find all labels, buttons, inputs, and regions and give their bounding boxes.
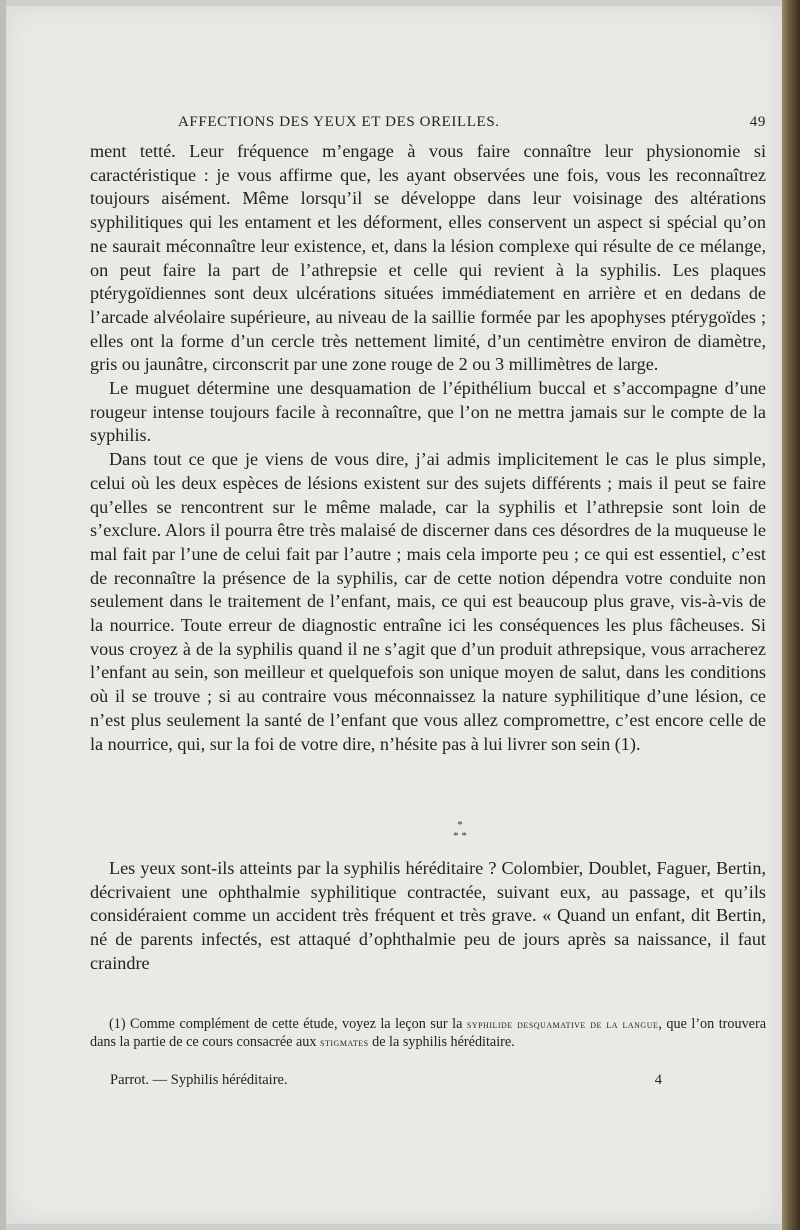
main-text-continued	[90, 857, 766, 976]
footnote	[90, 1015, 766, 1051]
asterism-top: *	[457, 819, 463, 831]
page-number: 49	[749, 114, 766, 130]
footnote-part-2: , que l’on trouvera dans la partie de ce cours consacrée aux	[90, 1016, 767, 1050]
signature-title: Parrot. — Syphilis héréditaire.	[110, 1072, 288, 1088]
running-header	[90, 114, 766, 136]
footnote-term-1: syphilide desquamative de la langue	[466, 1017, 659, 1031]
asterism-bottom: * *	[453, 830, 467, 842]
paragraph-3: Dans tout ce que je viens de vous dire, j’ai admis implicitement le cas le plus simple, celui où les deux espèces de lésions existent sur des sujets différents ; mais il peut se faire qu’elles se rencontrent sur le même malade, car la syphilis et l’athrepsie sont loin de s’exclure. Alors il pourra être très malaisé de discerner dans ces désordres de la muqueuse le mal fait par l’une de celui fait par l’autre ; mais cela importe peu ; ce qui est essentiel, c’est de reconnaître la présence de la syphilis, car de cette notion dépendra votre conduite non seulement dans le traitement de l’enfant, mais, ce qui est beaucoup plus grave, vis-à-vis de la nourrice. Toute erreur de diagnostic entraîne ici les conséquences les plus fâcheuses. Si vous croyez à de la syphilis quand il ne s’agit que d’un produit athrepsique, vous arracherez l’enfant au sein, son meilleur et quelquefois son unique moyen de salut, dans les conditions où il se trouve ; si au contraire vous méconnaissez la nature syphilitique d’une lésion, ce n’est plus seulement la santé de l’enfant que vous allez compromettre, c’est encore celle de la nourrice, qui, sur la foi de votre dire, n’hésite pas à lui livrer son sein (1).	[90, 449, 766, 754]
footnote-marker: (1)	[109, 1016, 126, 1032]
book-spine-edge	[782, 0, 800, 1230]
paragraph-1: ment tetté. Leur fréquence m’engage à vous faire connaître leur physionomie si caractéristique : je vous affirme que, les ayant observées une fois, vous les reconnaîtrez toujours aisément. Même lorsqu’il se développe dans leur voisinage des altérations syphilitiques qui les entament et les déforment, elles conservent un aspect si spécial qu’on ne saurait méconnaître leur existence, et, dans la lésion complexe qui résulte de ce mélange, on peut faire la part de l’athrepsie et celle qui revient à la syphilis. Les plaques ptérygoïdiennes sont deux ulcérations situées immédiatement en arrière et en dedans de l’arcade alvéolaire supérieure, au niveau de la saillie formée par les apophyses ptérygoïdes ; elles ont la forme d’un cercle très nettement limité, d’un centimètre environ de diamètre, gris ou jaunâtre, circonscrit par une zone rouge de 2 ou 3 millimètres de large.	[90, 141, 766, 375]
footnote-part-3: de la syphilis héréditaire.	[368, 1034, 515, 1050]
footnote-term-2: stigmates	[320, 1035, 369, 1049]
running-title: AFFECTIONS DES YEUX ET DES OREILLES.	[178, 114, 500, 130]
footnote-text	[90, 1015, 766, 1051]
paragraph-2: Le muguet détermine une desquamation de l’épithélium buccal et s’accompagne d’une rougeur intense toujours facile à reconnaître, que l’on ne mettra jamais sur le compte de la syphilis.	[90, 378, 766, 446]
footnote-part-1: Comme complément de cette étude, voyez la leçon sur la	[130, 1016, 467, 1032]
signature-number: 4	[654, 1072, 662, 1088]
paragraph-4: Les yeux sont-ils atteints par la syphilis héréditaire ? Colombier, Doublet, Faguer, Bertin, décrivaient une ophthalmie syphilitique contractée, suivant eux, au passage, et qu’ils considéraient comme un accident très fréquent et très grave. « Quand un enfant, dit Bertin, né de parents infectés, est attaqué d’ophthalmie peu de jours après sa naissance, il faut craindre	[90, 858, 766, 973]
asterism-separator	[440, 820, 480, 842]
main-text	[90, 140, 766, 756]
